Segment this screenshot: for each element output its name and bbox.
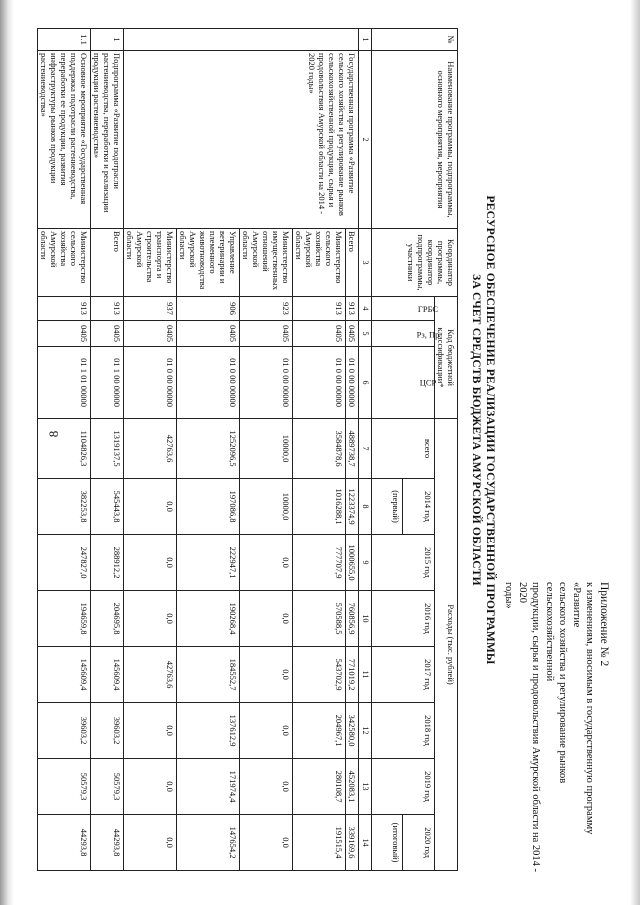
header-2020: 2020 год [403,815,435,871]
value-2015: 222947,1 [177,535,240,591]
value-2016: 760856,9 [346,591,359,647]
value-2016: 194659,8 [38,591,91,647]
csr-cell: 01 0 00 00000 [240,347,293,419]
header-num: № [372,29,458,51]
column-number: 13 [359,759,372,815]
value-2020: 44293,8 [91,815,124,871]
measure-name: Основное мероприятие «Государственная поддержка подотрасли растениеводства, переработки ее продукции, развития инфраструктуры рынков продукции растениеводства» [38,51,91,229]
value-2018: 0,0 [240,703,293,759]
grbs-cell: 913 [91,297,124,321]
coordinator-cell: Министерство имущественных отношений Амурской области [240,229,293,297]
rzpr-cell: 0405 [124,321,177,347]
header-2016: 2016 год [372,591,435,647]
total-cell: 42763,6 [124,419,177,479]
value-2018: 342580,0 [346,703,359,759]
column-number: 8 [359,479,372,535]
appendix-line: годы» [503,582,515,609]
rzpr-cell: 0405 [38,321,91,347]
coordinator-cell: Управление ветеринарии и племенного животноводства Амурской области [177,229,240,297]
csr-cell: 01 1 01 00000 [38,347,91,419]
appendix-line: к изменениям, вносимым в государственную программу «Развитие [571,582,596,835]
program-name: Государственная программа «Развитие сельского хозяйства и регулирование рынков сельскохозяйственной продукции, сырья и продовольствия Амурской области на 2014 - 2020 годы» [124,51,359,229]
value-2017: 543702,9 [293,647,346,703]
header-csr-text: ЦСР [419,377,437,388]
column-number: 1 [359,29,372,51]
grbs-cell: 913 [293,297,346,321]
rotated-sheet [40,0,640,880]
column-number-row [359,29,372,871]
value-2015: 0,0 [240,535,293,591]
value-2015: 247827,0 [38,535,91,591]
value-2014: 197086,8 [177,479,240,535]
total-cell: 1319137,5 [91,419,124,479]
rzpr-cell: 0405 [91,321,124,347]
header-budget-code: Код бюджетной классификации* [435,297,458,419]
value-2014: 1016288,1 [293,479,346,535]
header-rzpr-text: Рз, Пр [416,329,440,340]
resource-table [37,28,458,871]
document-title-line: РЕСУРСНОЕ ОБЕСПЕЧЕНИЕ РЕАЛИЗАЦИИ ГОСУДАРСТВЕННОЙ ПРОГРАММЫ [484,195,496,665]
header-coordinator: Координатор программы, координатор подпрограммы, участники [372,229,458,297]
row-num-cell [124,29,359,51]
value-2014: 382253,8 [38,479,91,535]
appendix-block [502,582,610,882]
appendix-title: Приложение № 2 [598,582,610,667]
value-2017: 771019,2 [346,647,359,703]
value-2020: 339169,6 [346,815,359,871]
value-2019: 0,0 [240,759,293,815]
page-number: 8 [46,430,61,438]
header-2018: 2018 год [372,703,435,759]
header-expenses: Расходы (тыс. рублей) [435,419,458,871]
column-number: 14 [359,815,372,871]
column-number: 11 [359,647,372,703]
value-2017: 145609,4 [38,647,91,703]
header-2017: 2017 год [372,647,435,703]
value-2019: 50579,3 [38,759,91,815]
total-cell: 4889738,7 [346,419,359,479]
value-2020: 0,0 [124,815,177,871]
grbs-cell: 906 [177,297,240,321]
value-2018: 204967,1 [293,703,346,759]
column-number: 2 [359,51,372,229]
header-2014: 2014 год [403,479,435,535]
value-2016: 190268,4 [177,591,240,647]
value-2020: 191515,4 [293,815,346,871]
header-row [435,29,458,871]
value-2016: 204695,8 [91,591,124,647]
value-2016: 570588,5 [293,591,346,647]
total-cell: 1252096,5 [177,419,240,479]
value-2020: 0,0 [240,815,293,871]
table-row [38,29,91,871]
table-row [346,29,359,871]
column-number: 7 [359,419,372,479]
grbs-cell: 937 [124,297,177,321]
header-2019: 2019 год [372,759,435,815]
header-csr [372,347,435,419]
value-2015: 777707,9 [293,535,346,591]
value-2016: 0,0 [240,591,293,647]
value-2018: 137612,9 [177,703,240,759]
column-number: 3 [359,229,372,297]
csr-cell: 01 0 00 00000 [346,347,359,419]
column-number: 9 [359,535,372,591]
value-2019: 171974,4 [177,759,240,815]
header-name: Наименование программы, подпрограммы, основного мероприятия, мероприятия [372,51,458,229]
value-2020: 147654,2 [177,815,240,871]
header-rzpr [372,321,440,347]
document-title-line: ЗА СЧЕТ СРЕДСТВ БЮДЖЕТА АМУРСКОЙ ОБЛАСТИ [470,274,482,586]
value-2015: 288912,2 [91,535,124,591]
coordinator-cell: Министерство сельского хозяйства Амурской области [293,229,346,297]
column-number: 10 [359,591,372,647]
value-2019: 0,0 [124,759,177,815]
csr-cell: 01 0 00 00000 [293,347,346,419]
value-2020: 44293,8 [38,815,91,871]
column-number: 4 [359,297,372,321]
total-cell: 10000,0 [240,419,293,479]
document-title [469,160,497,700]
coordinator-cell: Министерство сельского хозяйства Амурской области [38,229,91,297]
value-2017: 145609,4 [91,647,124,703]
coordinator-cell: Министерство транспорта и строительства Амурской области [124,229,177,297]
column-number: 5 [359,321,372,347]
value-2015: 0,0 [124,535,177,591]
scan-edge-left [0,0,14,905]
grbs-cell: 923 [240,297,293,321]
total-cell: 1104826,3 [38,419,91,479]
grbs-cell: 913 [346,297,359,321]
total-cell: 3584878,6 [293,419,346,479]
header-grbs-text: ГРБС [417,304,439,315]
value-2015: 1000655,0 [346,535,359,591]
rzpr-cell: 0405 [293,321,346,347]
coordinator-cell: Всего [346,229,359,297]
value-2017: 0,0 [240,647,293,703]
header-2020-note: (итоговый) [372,815,404,871]
value-2018: 39603,2 [91,703,124,759]
rzpr-cell: 0405 [346,321,359,347]
rzpr-cell: 0405 [240,321,293,347]
value-2014: 0,0 [124,479,177,535]
row-num-cell: 1.1 [38,29,91,51]
value-2019: 50579,3 [91,759,124,815]
column-number: 6 [359,347,372,419]
csr-cell: 01 0 00 00000 [177,347,240,419]
rzpr-cell: 0405 [177,321,240,347]
grbs-cell: 913 [38,297,91,321]
header-total: всего [372,419,435,479]
appendix-line: сельского хозяйства и регулирование рынков сельскохозяйственной [544,582,569,784]
header-grbs [372,297,439,321]
row-num-cell: 1 [91,29,124,51]
table-row [91,29,124,871]
coordinator-cell: Всего [91,229,124,297]
csr-cell: 01 0 00 00000 [124,347,177,419]
csr-cell: 01 1 00 00000 [91,347,124,419]
value-2014: 1223374,9 [346,479,359,535]
value-2019: 280108,7 [293,759,346,815]
value-2016: 0,0 [124,591,177,647]
value-2017: 184552,7 [177,647,240,703]
subprogram-name: Подпрограмма «Развитие подотрасли растениеводства, переработки и реализации продукции растениеводства» [91,51,124,229]
value-2017: 42763,6 [124,647,177,703]
appendix-line: продукции, сырья и продовольствия Амурской области на 2014 - 2020 [517,582,542,872]
header-2014-note: (первый) [372,479,404,535]
value-2014: 545443,8 [91,479,124,535]
value-2014: 10000,0 [240,479,293,535]
value-2018: 0,0 [124,703,177,759]
header-2015: 2015 год [372,535,435,591]
value-2019: 452083,1 [346,759,359,815]
column-number: 12 [359,703,372,759]
value-2018: 39603,2 [38,703,91,759]
